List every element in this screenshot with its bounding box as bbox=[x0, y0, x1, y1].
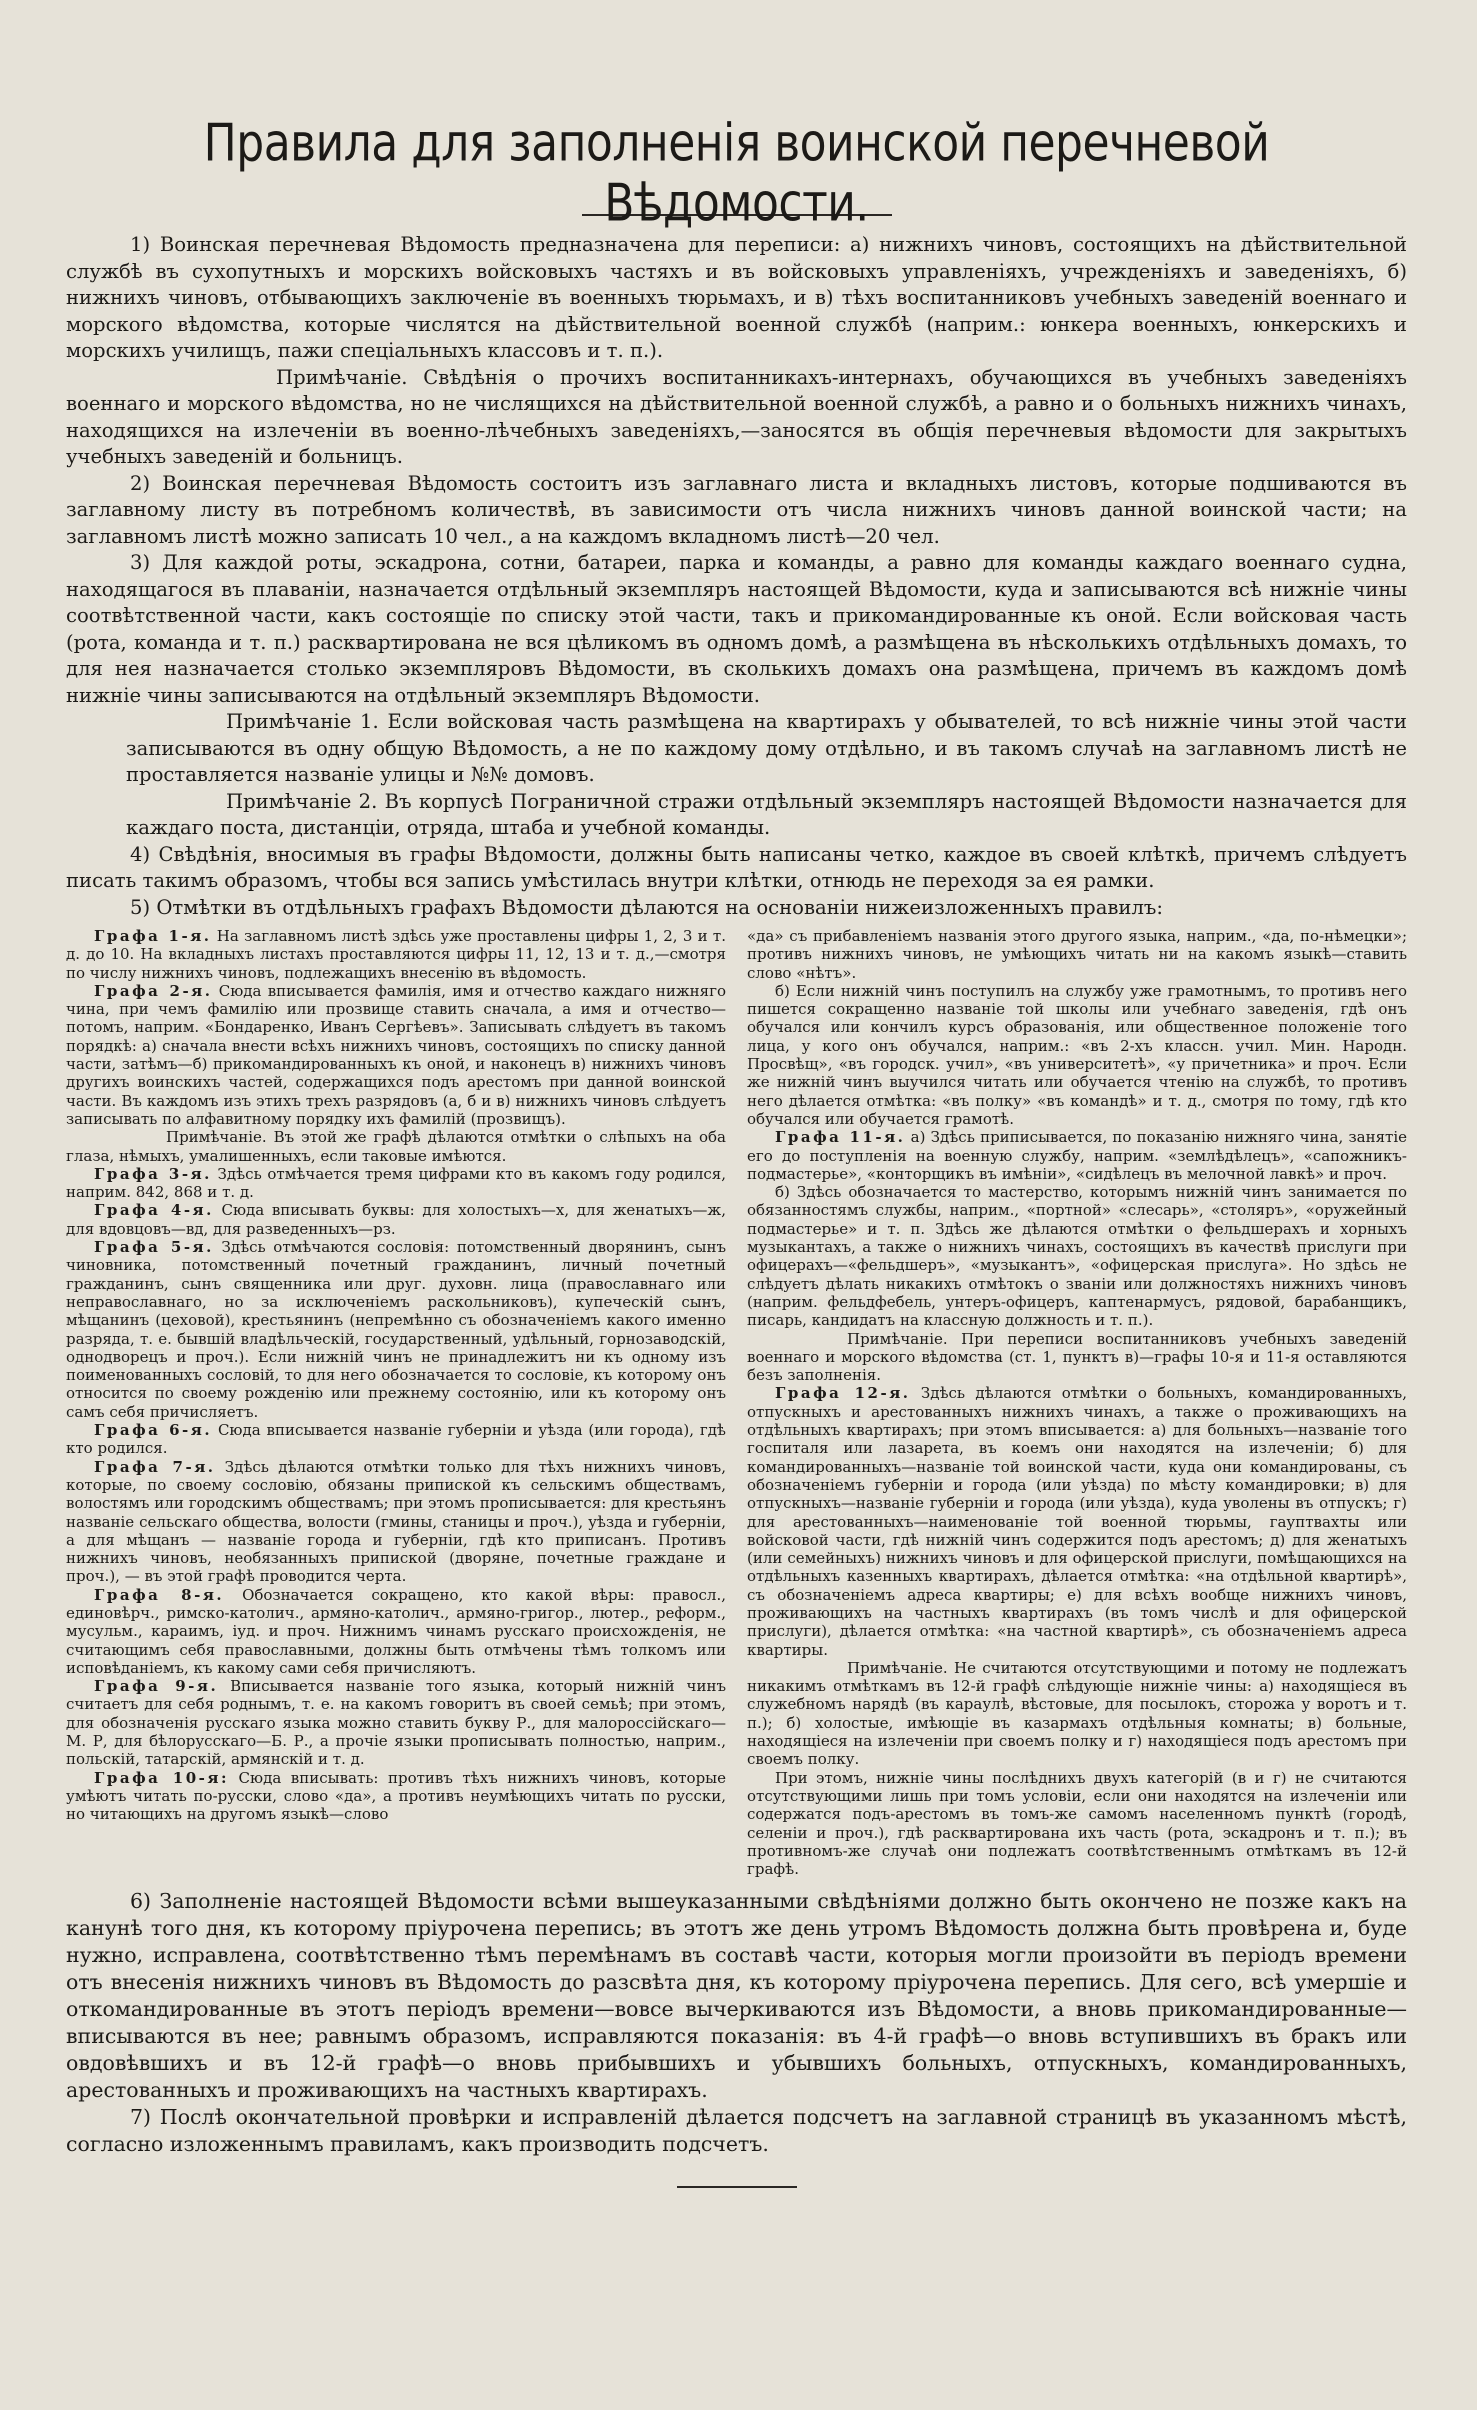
left-column-entry bbox=[66, 1586, 726, 1677]
column-text: Здѣсь отмѣчается тремя цифрами кто въ какомъ году родился, наприм. 842, 868 и т. д. bbox=[66, 1164, 726, 1202]
right-column-entry bbox=[747, 1659, 1407, 1769]
paragraph-4: 4) Свѣдѣнія, вносимыя въ графы Вѣдомости, должны быть написаны четко, каждое въ своей клѣткѣ, причемъ слѣдуетъ писать такимъ образомъ, чтобы вся запись умѣстилась внутри клѣтки, отнюдь не переходя за ея рамки. bbox=[66, 842, 1407, 892]
column-text: Здѣсь отмѣчаются сословія: потомственный дворянинъ, сынъ чиновника, потомственный почетный гражданинъ, личный почетный гражданинъ, сынъ священника или друг. духовн. лица (православнаго или неправославнаго, но за исключеніемъ раскольниковъ), купеческій сынъ, мѣщанинъ (цеховой), крестьянинъ (непремѣнно съ обозначеніемъ какого именно разряда, т. е. бывшій владѣльческій, государственный, удѣльный, горнозаводскій, однодворецъ и проч.). Если нижній чинъ не принадлежитъ ни къ одному изъ поименованныхъ сословій, то для него обозначается то сословіе, къ которому онъ относится по своему рожденію или прежнему состоянію, или къ которому онъ самъ себя причисляетъ. bbox=[66, 1238, 726, 1421]
column-heading: Графа 5-я. bbox=[94, 1238, 214, 1257]
column-heading: Графа 11-я. bbox=[775, 1128, 906, 1147]
paragraph-7: 7) Послѣ окончательной провѣрки и исправленій дѣлается подсчетъ на заглавной страницѣ въ указанномъ мѣстѣ, согласно изложеннымъ правиламъ, какъ производить подсчетъ. bbox=[66, 2105, 1407, 2157]
left-column-entry bbox=[66, 1165, 726, 1202]
column-heading: Графа 2-я. bbox=[94, 981, 213, 1000]
column-text: б) Здѣсь обозначается то мастерство, которымъ нижній чинъ занимается по обязанностямъ службы, наприм., «портной» «слесарь», «столяръ», «оружейный подмастерье» и т. п. Здѣсь же дѣлаются отмѣтки о фельдшерахъ и хорныхъ музыкантахъ, а также о нижнихъ чинахъ, состоящихъ въ качествѣ прислуги при офицерахъ—«фельдшеръ», «музыкантъ», «офицерская прислуга». Но здѣсь не слѣдуетъ дѣлать никакихъ отмѣтокъ о званіи или должностяхъ нижнихъ чиновъ (наприм. фельдфебель, унтеръ-офицеръ, каптенармусъ, рядовой, барабанщикъ, писарь, кандидатъ на классную должность и т. п.). bbox=[747, 1183, 1407, 1330]
left-column-entry bbox=[66, 1458, 726, 1586]
column-text: Примѣчаніе. При переписи воспитанниковъ учебныхъ заведеній военнаго и морского вѣдомства (ст. 1, пунктъ в)—графы 10-я и 11-я оставляются безъ заполненія. bbox=[747, 1329, 1407, 1385]
paragraph-1: 1) Воинская перечневая Вѣдомость предназначена для переписи: а) нижнихъ чиновъ, состоящихъ на дѣйствительной службѣ въ сухопутныхъ и морскихъ войсковыхъ частяхъ и въ войсковыхъ управленіяхъ, учрежденіяхъ и заведеніяхъ, б) нижнихъ чиновъ, отбывающихъ заключеніе въ военныхъ тюрьмахъ, и в) тѣхъ воспитанниковъ учебныхъ заведеній военнаго и морского вѣдомства, которые числятся на дѣйствительной военной службѣ (наприм.: юнкера военныхъ, юнкерскихъ и морскихъ училищъ, пажи спеціальныхъ классовъ и т. п.). bbox=[66, 233, 1407, 362]
note-3-1: Примѣчаніе 1. Если войсковая часть размѣщена на квартирахъ у обывателей, то всѣ нижніе чины этой части записываются въ одну общую Вѣдомость, а не по каждому дому отдѣльно, и въ такомъ случаѣ на заглавномъ листѣ не проставляется названіе улицы и №№ домовъ. bbox=[126, 710, 1407, 786]
column-heading: Графа 7-я. bbox=[94, 1457, 216, 1476]
column-text: Вписывается названіе того языка, который нижній чинъ считаетъ для себя роднымъ, т. е. на какомъ говоритъ въ своей семьѣ; при этомъ, для обозначенія русскаго языка можно ставить букву Р., для малороссійскаго—М. Р, для бѣлорусскаго—Б. Р., а прочіе языки прописывать полностью, наприм., польскій, татарскій, армянскій и т. д. bbox=[66, 1677, 726, 1769]
main-text-block bbox=[66, 232, 1407, 921]
column-text: Сюда вписывать: противъ тѣхъ нижнихъ чиновъ, которые умѣютъ читать по-русски, слово «да», а противъ неумѣющихъ читать по русски, но читающихъ на другомъ языкѣ—слово bbox=[66, 1768, 726, 1824]
document-title: Правила для заполненія воинской перечневой Вѣдомости. bbox=[203, 113, 1270, 234]
left-column-entry bbox=[66, 1677, 726, 1768]
note-3-2: Примѣчаніе 2. Въ корпусѣ Пограничной стражи отдѣльный экземпляръ настоящей Вѣдомости назначается для каждаго поста, дистанціи, отряда, штаба и учебной команды. bbox=[126, 789, 1407, 839]
right-column-entry bbox=[747, 982, 1407, 1128]
left-column-entry bbox=[66, 1128, 726, 1165]
column-text: «да» съ прибавленіемъ названія этого другого языка, наприм., «да, по-нѣмецки»; противъ нижнихъ чиновъ, не умѣющихъ читать ни на какомъ языкѣ—ставить слово «нѣтъ». bbox=[747, 927, 1407, 982]
column-text: Здѣсь дѣлаются отмѣтки только для тѣхъ нижнихъ чиновъ, которые, по своему сословію, обязаны припиской къ сельскимъ обществамъ, волостямъ или городскимъ обществамъ; при этомъ прописывается: для крестьянъ названіе сельскаго общества, волости (гмины, станицы и проч.), уѣзда и губерніи, а для мѣщанъ — названіе города и губерніи, гдѣ кто приписанъ. Противъ нижнихъ чиновъ, необязанныхъ припиской (дворяне, почетные граждане и проч.), — въ этой графѣ проводится черта. bbox=[66, 1457, 726, 1586]
left-column-entry bbox=[66, 1769, 726, 1824]
column-heading: Графа 9-я. bbox=[94, 1677, 219, 1696]
column-text: Примѣчаніе. Въ этой же графѣ дѣлаются отмѣтки о слѣпыхъ на оба глаза, нѣмыхъ, умалишенныхъ, если таковые имѣются. bbox=[66, 1128, 726, 1165]
paragraph-6: 6) Заполненіе настоящей Вѣдомости всѣми вышеуказанными свѣдѣніями должно быть окончено не позже какъ на канунѣ того дня, къ которому пріурочена перепись; въ этотъ же день утромъ Вѣдомость должна быть провѣрена и, буде нужно, исправлена, соотвѣтственно тѣмъ перемѣнамъ въ составѣ части, которыя могли произойти въ періодъ времени отъ внесенія нижнихъ чиновъ въ Вѣдомость до разсвѣта дня, къ которому пріурочена перепись. Для сего, всѣ умершіе и откомандированные въ этотъ періодъ времени—вовсе вычеркиваются изъ Вѣдомости, а вновь прикомандированные—вписываются въ нее; равнымъ образомъ, исправляются показанія: въ 4-й графѣ—о вновь вступившихъ въ бракъ или овдовѣвшихъ и въ 12-й графѣ—о вновь прибывшихъ и убывшихъ больныхъ, отпускныхъ, командированныхъ, арестованныхъ и проживающихъ на частныхъ квартирахъ. bbox=[66, 1889, 1407, 2103]
left-column-entry bbox=[66, 927, 726, 982]
column-text: При этомъ, нижніе чины послѣднихъ двухъ категорій (в и г) не считаются отсутствующими лишь при томъ условіи, если они находятся на излеченіи или содержатся подъ-арестомъ въ томъ-же самомъ населенномъ пунктѣ (городѣ, селеніи и проч.), гдѣ расквартирована ихъ часть (рота, эскадронъ и т. п.); въ противномъ-же случаѣ они подлежатъ соотвѣтственнымъ отмѣткамъ въ 12-й графѣ. bbox=[747, 1768, 1407, 1879]
column-heading: Графа 8-я. bbox=[94, 1585, 225, 1604]
bottom-text-block bbox=[66, 1888, 1407, 2158]
right-column-entry bbox=[747, 1330, 1407, 1385]
column-heading: Графа 4-я. bbox=[94, 1201, 214, 1220]
column-text: Обозначается сокращено, кто какой вѣры: правосл., единовѣрч., римско-католич., армяно-католич., армяно-григор., лютер., реформ., мусульм., караимъ, іуд. и проч. Нижнимъ чинамъ русскаго происхожденія, не считающимъ себя православными, должны быть отмѣчены тѣмъ толкомъ или исповѣданіемъ, къ какому сами себя причисляютъ. bbox=[66, 1585, 726, 1677]
column-text: Здѣсь дѣлаются отмѣтки о больныхъ, командированныхъ, отпускныхъ и арестованныхъ нижнихъ чинахъ, а также о проживающихъ на отдѣльныхъ квартирахъ; при этомъ вписывается: а) для больныхъ—названіе того госпиталя или лазарета, въ коемъ они находятся на излеченіи; б) для командированныхъ—названіе той воинской части, куда они командированы, съ обозначеніемъ губерніи и города (или уѣзда) по мѣсту командировки; в) для отпускныхъ—названіе губерніи и города (или уѣзда), куда уволены въ отпускъ; г) для арестованныхъ—наименованіе той военной тюрьмы, гауптвахты или войсковой части, гдѣ нижній чинъ содержится подъ арестомъ; д) для женатыхъ (или семейныхъ) нижнихъ чиновъ и для офицерской прислуги, помѣщающихся на отдѣльныхъ казенныхъ квартирахъ, дѣлается отмѣтка: «на отдѣльной квартирѣ», съ обозначеніемъ адреса квартиры; е) для всѣхъ вообще нижнихъ чиновъ, проживающихъ на частныхъ квартирахъ (въ томъ числѣ и для офицерской прислуги), дѣлается отмѣтка: «на частной квартирѣ», съ обозначеніемъ адреса квартиры. bbox=[747, 1384, 1407, 1659]
right-column bbox=[747, 927, 1407, 1878]
paragraph-3: 3) Для каждой роты, эскадрона, сотни, батареи, парка и команды, а равно для команды каждаго военнаго судна, находящагося въ плаваніи, назначается отдѣльный экземпляръ настоящей Вѣдомости, куда и записываются всѣ нижніе чины соотвѣтственной части, какъ состоящіе по списку этой части, такъ и прикомандированные къ оной. Если войсковая часть (рота, команда и т. п.) расквартирована не вся цѣликомъ въ одномъ домѣ, а размѣщена въ нѣсколькихъ отдѣльныхъ домахъ, то для нея назначается столько экземпляровъ Вѣдомости, въ сколькихъ домахъ она размѣщена, причемъ въ каждомъ домѣ нижніе чины записываются на отдѣльный экземпляръ Вѣдомости. bbox=[66, 551, 1407, 707]
column-heading: Графа 3-я. bbox=[94, 1164, 212, 1183]
column-heading: Графа 10-я: bbox=[94, 1768, 230, 1787]
column-text: Сюда вписывается названіе губерніи и уѣзда (или города), гдѣ кто родился. bbox=[66, 1421, 726, 1458]
left-column-entry bbox=[66, 1201, 726, 1238]
bottom-divider bbox=[677, 2186, 797, 2188]
column-text: Сюда вписывать буквы: для холостыхъ—х, для женатыхъ—ж, для вдовцовъ—вд, для разведенныхъ—рз. bbox=[66, 1201, 727, 1238]
note-1: Примѣчаніе. Свѣдѣнія о прочихъ воспитанникахъ-интернахъ, обучающихся въ учебныхъ заведеніяхъ военнаго и морского вѣдомства, но не числящихся на дѣйствительной военной службѣ, а равно и о больныхъ нижнихъ чинахъ, находящихся на излеченіи въ военно-лѣчебныхъ заведеніяхъ,—заносятся въ общія перечневыя вѣдомости для закрытыхъ учебныхъ заведеній и больницъ. bbox=[66, 365, 1407, 468]
two-column-section bbox=[66, 927, 1407, 1878]
left-column bbox=[66, 927, 726, 1878]
left-column-entry bbox=[66, 982, 726, 1128]
right-column-entry bbox=[747, 1183, 1407, 1329]
paragraph-5: 5) Отмѣтки въ отдѣльныхъ графахъ Вѣдомости дѣлаются на основаніи нижеизложенныхъ правилъ: bbox=[130, 895, 1163, 919]
column-heading: Графа 12-я. bbox=[775, 1384, 911, 1403]
left-column-entry bbox=[66, 1421, 726, 1458]
paragraph-2: 2) Воинская перечневая Вѣдомость состоитъ изъ заглавнаго листа и вкладныхъ листовъ, которые подшиваются въ заглавному листу въ потребномъ количествѣ, въ зависимости отъ числа нижнихъ чиновъ данной воинской части; на заглавномъ листѣ можно записать 10 чел., а на каждомъ вкладномъ листѣ—20 чел. bbox=[66, 471, 1407, 548]
right-column-entry bbox=[747, 1769, 1407, 1879]
left-column-entry bbox=[66, 1238, 726, 1421]
column-text: Примѣчаніе. Не считаются отсутствующими и потому не подлежатъ никакимъ отмѣткамъ въ 12-й графѣ слѣдующіе нижніе чины: а) находящіеся въ служебномъ нарядѣ (въ караулѣ, вѣстовые, для посылокъ, сторожа у воротъ и т. п.); б) холостые, имѣющіе въ казармахъ отдѣльныя комнаты; в) больные, находящіеся на излеченіи при своемъ полку и г) находящіеся подъ арестомъ при своемъ полку. bbox=[747, 1658, 1407, 1769]
column-text: На заглавномъ листѣ здѣсь уже проставлены цифры 1, 2, 3 и т. д. до 10. На вкладныхъ листахъ проставляются цифры 11, 12, 13 и т. д.,—смотря по числу нижнихъ чиновъ, подлежащихъ внесенію въ вѣдомость. bbox=[66, 927, 726, 982]
column-heading: Графа 1-я. bbox=[94, 927, 212, 945]
right-column-entry bbox=[747, 1384, 1407, 1658]
right-column-entry bbox=[747, 1128, 1407, 1183]
column-text: Сюда вписывается фамилія, имя и отчество каждаго нижняго чина, при чемъ фамилію или прозвище ставить сначала, а имя и отчество—потомъ, наприм. «Бондаренко, Иванъ Сергѣевъ». Записывать слѣдуетъ въ такомъ порядкѣ: а) сначала внести всѣхъ нижнихъ чиновъ, состоящихъ по списку данной части, затѣмъ—б) прикомандированныхъ къ оной, и наконецъ в) нижнихъ чиновъ другихъ воинскихъ частей, содержащихся подъ арестомъ при данной воинской части. Въ каждомъ изъ этихъ трехъ разрядовъ (а, б и в) нижнихъ чиновъ слѣдуетъ записывать по алфавитному порядку ихъ фамилій (прозвищъ). bbox=[66, 981, 726, 1128]
column-text: а) Здѣсь приписывается, по показанію нижняго чина, занятіе его до поступленія на военную службу, наприм. «землѣдѣлецъ», «сапожникъ-подмастерье», «конторщикъ въ имѣніи», «сидѣлецъ въ мелочной лавкѣ» и проч. bbox=[747, 1128, 1408, 1183]
column-text: б) Если нижній чинъ поступилъ на службу уже грамотнымъ, то противъ него пишется сокращенно названіе той школы или учебнаго заведенія, гдѣ онъ обучался или кончилъ курсъ образованія, или общественное положеніе того лица, у кого онъ обучался, наприм.: «въ 2-хъ классн. учил. Мин. Народн. Просвѣщ», «въ городск. учил», «въ университетѣ», «у причетника» и проч. Если же нижній чинъ выучился читать или обучается чтенію на службѣ, то противъ него дѣлается отмѣтка: «въ полку» «въ командѣ» и т. д., смотря по тому, гдѣ кто обучался или обучается грамотѣ. bbox=[747, 981, 1407, 1128]
column-heading: Графа 6-я. bbox=[94, 1421, 213, 1440]
right-column-entry bbox=[747, 927, 1407, 982]
